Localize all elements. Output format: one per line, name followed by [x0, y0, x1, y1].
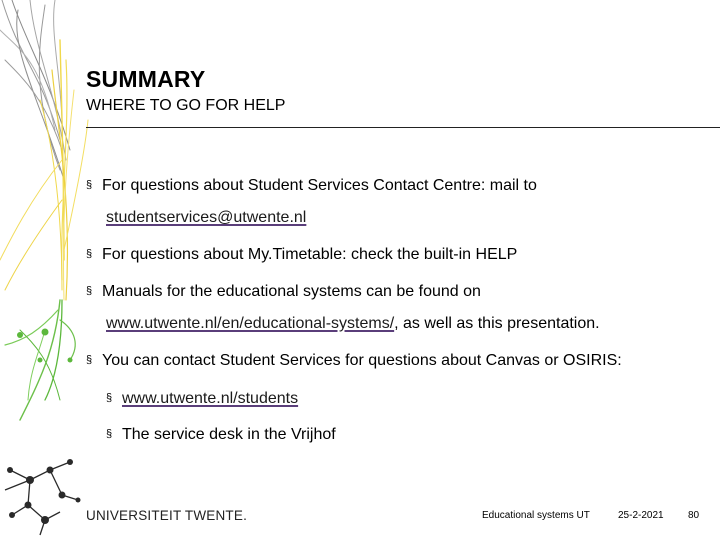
bullet-marker: § — [106, 392, 113, 404]
footer-date: 25-2-2021 — [618, 510, 664, 521]
title-divider — [86, 127, 720, 128]
slide-title: SUMMARY — [86, 66, 206, 92]
bullet-marker: § — [86, 285, 93, 297]
footer-course: Educational systems UT — [482, 510, 590, 521]
educational-systems-link[interactable]: www.utwente.nl/en/educational-systems/ — [106, 315, 395, 332]
sub-bullet-students-site — [106, 388, 298, 409]
bullet-contact-centre — [86, 175, 537, 196]
slide-subtitle: WHERE TO GO FOR HELP — [86, 97, 286, 114]
bullet-text: Manuals for the educational systems can be found on — [102, 283, 481, 300]
bullet-marker: § — [86, 179, 93, 191]
bullet-marker: § — [106, 428, 113, 440]
bullet-text: For questions about My.Timetable: check the built-in HELP — [102, 246, 518, 263]
bullet-canvas-osiris — [86, 350, 622, 371]
studentservices-email-link[interactable]: studentservices@utwente.nl — [106, 209, 307, 226]
bullet-manuals-continuation — [106, 314, 600, 334]
footer-page-number: 80 — [688, 510, 700, 521]
bullet-text-after-link: , as well as this presentation. — [394, 315, 600, 332]
sub-bullet-service-desk — [106, 424, 336, 445]
students-site-link[interactable]: www.utwente.nl/students — [122, 390, 299, 407]
bullet-contact-centre-continuation — [106, 208, 306, 228]
decorative-plant-artwork — [0, 0, 90, 540]
bullet-text: For questions about Student Services Contact Centre: mail to — [102, 177, 537, 194]
bullet-timetable — [86, 244, 517, 265]
bullet-text: The service desk in the Vrijhof — [122, 426, 336, 443]
bullet-text: You can contact Student Services for questions about Canvas or OSIRIS: — [102, 352, 622, 369]
bullet-marker: § — [86, 248, 93, 260]
bullet-manuals — [86, 281, 481, 302]
bullet-marker: § — [86, 354, 93, 366]
university-logo-text: UNIVERSITEIT TWENTE. — [86, 507, 248, 524]
